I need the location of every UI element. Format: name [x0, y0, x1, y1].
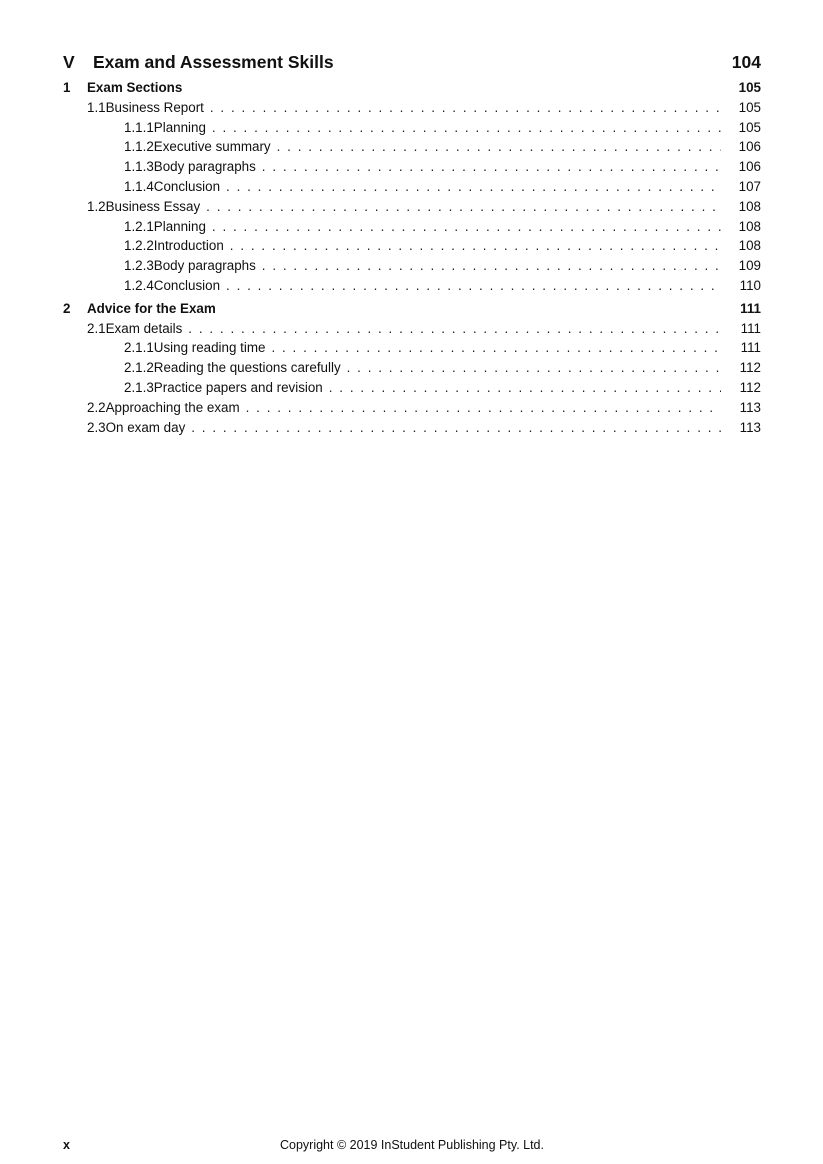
dot-leader — [246, 398, 721, 418]
section-number: 1.1 — [87, 99, 106, 115]
chapter-page: 105 — [738, 80, 761, 95]
toc-subsection-1-1-1[interactable] — [63, 118, 761, 138]
dot-leader — [212, 118, 721, 138]
toc-subsection-1-1-2[interactable] — [63, 137, 761, 157]
subsection-number: 1.1.3 — [124, 159, 154, 175]
subsection-number: 2.1.3 — [124, 379, 154, 395]
section-number: 2.3 — [87, 419, 106, 435]
subsection-title: Introduction — [153, 238, 224, 254]
toc-section-1-1[interactable] — [63, 98, 761, 118]
subsection-page: 108 — [738, 238, 761, 254]
subsection-number: 1.1.2 — [124, 139, 154, 155]
page-number-label: x — [63, 1138, 70, 1152]
section-page: 113 — [739, 399, 761, 415]
toc-subsection-1-2-1[interactable] — [63, 217, 761, 237]
dot-leader — [329, 378, 721, 398]
subsection-page: 105 — [738, 119, 761, 135]
subsection-page: 107 — [738, 178, 761, 194]
subsection-number: 1.2.2 — [124, 238, 154, 254]
subsection-number: 1.2.3 — [124, 258, 154, 274]
toc-section-1-2[interactable] — [63, 197, 761, 217]
subsection-page: 106 — [738, 159, 761, 175]
chapter-title: Exam Sections — [87, 80, 183, 95]
subsection-title: Reading the questions carefully — [153, 360, 341, 376]
copyright-notice: Copyright © 2019 InStudent Publishing Pty. Ltd. — [279, 1138, 544, 1152]
dot-leader — [262, 157, 721, 177]
toc-subsection-2-1-2[interactable] — [63, 358, 761, 378]
subsection-page: 110 — [739, 277, 761, 293]
toc-subsection-2-1-3[interactable] — [63, 378, 761, 398]
subsection-title: Body paragraphs — [153, 159, 256, 175]
subsection-page: 111 — [740, 340, 761, 356]
section-title: Exam details — [105, 320, 183, 336]
section-page: 105 — [738, 99, 761, 115]
subsection-number: 1.2.1 — [124, 218, 154, 234]
subsection-title: Conclusion — [153, 178, 221, 194]
toc-chapter-2[interactable] — [63, 299, 761, 319]
section-title: Business Essay — [105, 198, 201, 214]
section-page: 108 — [738, 198, 761, 214]
dot-leader — [262, 256, 721, 276]
toc-subsection-1-1-4[interactable] — [63, 177, 761, 197]
dot-leader — [277, 137, 721, 157]
part-title: Exam and Assessment Skills — [93, 52, 334, 72]
toc-section-2-2[interactable] — [63, 398, 761, 418]
toc-subsection-2-1-1[interactable] — [63, 338, 761, 358]
dot-leader — [271, 338, 721, 358]
subsection-title: Planning — [153, 218, 206, 234]
dot-leader — [191, 418, 721, 438]
dot-leader — [226, 177, 721, 197]
toc-section-2-1[interactable] — [63, 319, 761, 339]
subsection-title: Body paragraphs — [153, 258, 256, 274]
chapter-title: Advice for the Exam — [87, 300, 216, 316]
section-title: On exam day — [105, 419, 186, 435]
subsection-title: Executive summary — [153, 139, 271, 155]
dot-leader — [206, 197, 721, 217]
part-page: 104 — [731, 52, 761, 72]
subsection-page: 109 — [738, 258, 761, 274]
subsection-number: 1.2.4 — [124, 277, 154, 293]
subsection-number: 1.1.4 — [124, 178, 154, 194]
subsection-title: Using reading time — [153, 340, 266, 356]
subsection-number: 2.1.2 — [124, 360, 154, 376]
toc-subsection-1-2-4[interactable] — [63, 276, 761, 296]
subsection-title: Planning — [153, 119, 206, 135]
section-title: Business Report — [105, 99, 204, 115]
toc-subsection-1-2-3[interactable] — [63, 256, 761, 276]
chapter-page: 111 — [740, 300, 761, 316]
subsection-page: 106 — [738, 139, 761, 155]
section-number: 2.2 — [87, 399, 106, 415]
subsection-number: 2.1.1 — [124, 340, 154, 356]
dot-leader — [210, 98, 721, 118]
dot-leader — [212, 217, 721, 237]
subsection-page: 112 — [739, 360, 761, 376]
dot-leader — [347, 358, 721, 378]
subsection-title: Practice papers and revision — [153, 379, 323, 395]
chapter-number: 1 — [63, 80, 71, 95]
chapter-number: 2 — [63, 300, 71, 316]
toc-subsection-1-1-3[interactable] — [63, 157, 761, 177]
section-title: Approaching the exam — [105, 399, 240, 415]
subsection-title: Conclusion — [153, 277, 221, 293]
section-number: 1.2 — [87, 198, 106, 214]
section-page: 113 — [739, 419, 761, 435]
dot-leader — [188, 319, 721, 339]
section-page: 111 — [740, 320, 761, 336]
subsection-page: 112 — [739, 379, 761, 395]
part-heading[interactable] — [63, 52, 761, 78]
subsection-number: 1.1.1 — [124, 119, 154, 135]
dot-leader — [230, 236, 721, 256]
subsection-page: 108 — [738, 218, 761, 234]
section-number: 2.1 — [87, 320, 106, 336]
part-number: V — [63, 52, 75, 72]
toc-chapter-1[interactable] — [63, 78, 761, 98]
table-of-contents — [63, 52, 761, 437]
dot-leader — [226, 276, 721, 296]
toc-section-2-3[interactable] — [63, 418, 761, 438]
toc-subsection-1-2-2[interactable] — [63, 236, 761, 256]
